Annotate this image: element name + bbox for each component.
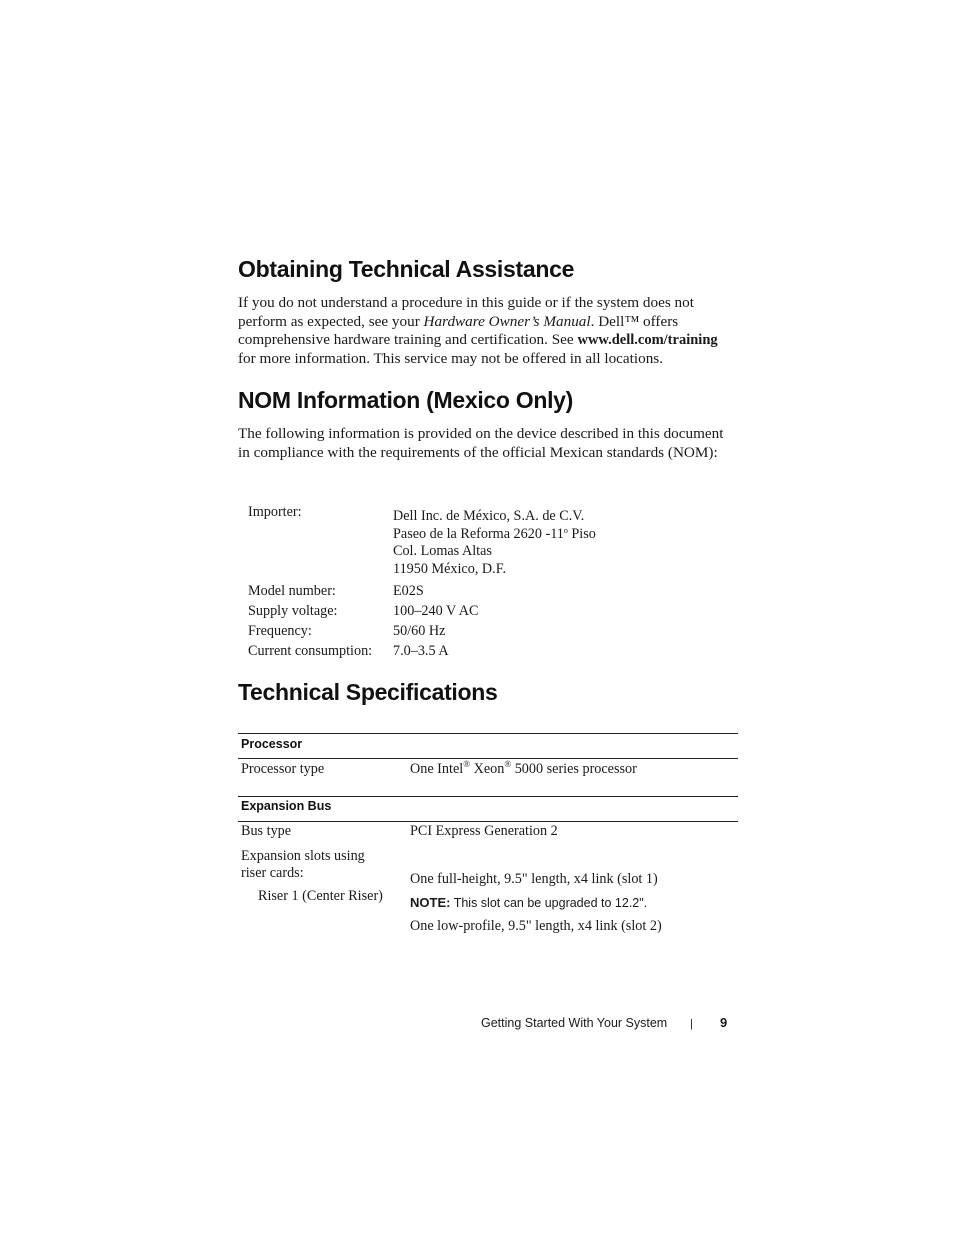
nom-row-value: 7.0–3.5 A (393, 643, 449, 659)
riser1-slot1-value: One full-height, 9.5" length, x4 link (slot 1) (410, 871, 658, 887)
assistance-text-3: for more information. This service may not be offered in all locations. (238, 349, 663, 367)
assistance-text-2: . Dell™ offers comprehensive hardware training and certification. See (238, 312, 679, 349)
section-header-processor: Processor (241, 737, 303, 751)
hardware-owners-manual-ref: Hardware Owner’s Manual (423, 312, 591, 330)
section-header-expansion-bus: Expansion Bus (241, 799, 332, 813)
page-number: 9 (720, 1015, 728, 1030)
table-rule (238, 796, 738, 797)
nom-row-label: Supply voltage: (248, 603, 338, 619)
riser1-slot2-value: One low-profile, 9.5" length, x4 link (slot 2) (410, 918, 662, 934)
table-rule (238, 758, 738, 759)
table-rule (238, 733, 738, 734)
importer-line: Col. Lomas Altas (393, 543, 492, 559)
table-rule (238, 821, 738, 822)
importer-line: 11950 México, D.F. (393, 560, 507, 577)
heading-nom-information: NOM Information (Mexico Only) (238, 387, 574, 413)
training-link[interactable]: www.dell.com/training (577, 332, 718, 349)
assistance-paragraph (238, 294, 738, 368)
expansion-slots-label: Expansion slots using riser cards: (241, 848, 365, 881)
nom-row-value: E02S (393, 583, 424, 599)
note-text: This slot can be upgraded to 12.2". (450, 896, 648, 910)
footer-title: Getting Started With Your System (481, 1016, 668, 1030)
footer-separator: | (690, 1018, 693, 1030)
riser1-note (410, 894, 647, 912)
nom-row-value: 50/60 Hz (393, 623, 446, 639)
assistance-text-1: If you do not understand a procedure in this guide or if the system does not perform as expected, see your (238, 294, 694, 330)
importer-line: Paseo de la Reforma 2620 -11$^o$ Piso (393, 525, 596, 542)
importer-label: Importer: (248, 504, 302, 520)
importer-line: Dell Inc. de México, S.A. de C.V. (393, 508, 585, 524)
bus-type-value: PCI Express Generation 2 (410, 823, 558, 839)
riser1-label: Riser 1 (Center Riser) (258, 888, 383, 904)
nom-row-label: Model number: (248, 583, 336, 599)
heading-technical-specifications: Technical Specifications (238, 679, 498, 705)
nom-row-value: 100–240 V AC (393, 603, 479, 619)
nom-intro: The following information is provided on the device described in this document in compliance with the requirements of the official Mexican standards (NOM): (238, 425, 724, 461)
importer-address (393, 508, 596, 578)
nom-row-label: Current consumption: (248, 643, 373, 659)
bus-type-label: Bus type (241, 823, 292, 839)
processor-type-value: One Intel® Xeon® 5000 series processor (410, 759, 637, 777)
heading-technical-assistance: Obtaining Technical Assistance (238, 256, 575, 282)
nom-row-label: Frequency: (248, 623, 312, 639)
note-label: NOTE: (410, 895, 451, 910)
processor-type-label: Processor type (241, 761, 325, 777)
